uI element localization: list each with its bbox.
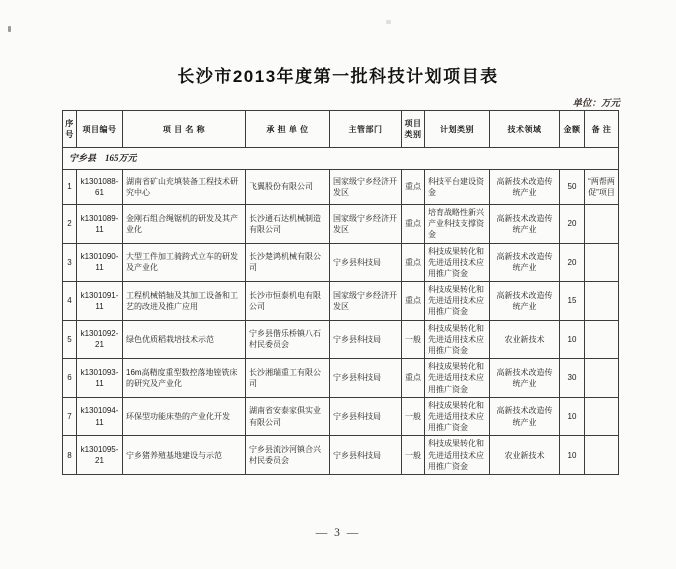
cell-code: k1301093-11 [77, 359, 123, 398]
cell-category: 重点 [402, 169, 425, 204]
cell-name: 宁乡猪养殖基地建设与示范 [123, 436, 246, 475]
col-header-code: 项目编号 [77, 111, 123, 148]
cell-seq: 2 [63, 204, 77, 243]
cell-undertaker: 长沙湘瑞重工有限公司 [246, 359, 330, 398]
cell-department: 宁乡县科技局 [330, 397, 402, 436]
cell-remark [585, 359, 619, 398]
cell-seq: 1 [63, 169, 77, 204]
cell-tech-field: 高新技术改造传统产业 [490, 243, 560, 282]
cell-name: 环保型功能床垫的产业化开发 [123, 397, 246, 436]
page-title: 长沙市2013年度第一批科技计划项目表 [177, 67, 499, 86]
cell-plan-type: 科技成果转化和先进适用技术应用推广资金 [425, 359, 490, 398]
cell-department: 国家级宁乡经济开发区 [330, 204, 402, 243]
cell-plan-type: 科技成果转化和先进适用技术应用推广资金 [425, 282, 490, 321]
cell-undertaker: 飞翼股份有限公司 [246, 169, 330, 204]
cell-department: 宁乡县科技局 [330, 243, 402, 282]
cell-remark [585, 320, 619, 359]
table-row [63, 320, 619, 359]
cell-tech-field: 高新技术改造传统产业 [490, 169, 560, 204]
cell-category: 重点 [402, 243, 425, 282]
cell-undertaker: 宁乡县流沙河镇合兴村民委员会 [246, 436, 330, 475]
cell-department: 宁乡县科技局 [330, 359, 402, 398]
cell-plan-type: 科技成果转化和先进适用技术应用推广资金 [425, 320, 490, 359]
cell-seq: 7 [63, 397, 77, 436]
projects-table [62, 110, 619, 475]
cell-remark [585, 204, 619, 243]
cell-amount: 10 [560, 397, 585, 436]
cell-tech-field: 高新技术改造传统产业 [490, 204, 560, 243]
cell-name: 16m高精度重型数控落地镗铣床的研究及产业化 [123, 359, 246, 398]
cell-name: 绿色优质稻栽培技术示范 [123, 320, 246, 359]
col-header-seq: 序号 [63, 111, 77, 148]
cell-code: k1301090-11 [77, 243, 123, 282]
cell-department: 国家级宁乡经济开发区 [330, 169, 402, 204]
scan-artifact [8, 26, 11, 32]
cell-amount: 50 [560, 169, 585, 204]
cell-tech-field: 农业新技术 [490, 436, 560, 475]
cell-amount: 10 [560, 436, 585, 475]
cell-undertaker: 长沙通石达机械制造有限公司 [246, 204, 330, 243]
scan-artifact [386, 20, 391, 24]
cell-department: 宁乡县科技局 [330, 320, 402, 359]
cell-category: 一般 [402, 397, 425, 436]
col-header-plan-type: 计划类别 [425, 111, 490, 148]
col-header-remark: 备 注 [585, 111, 619, 148]
cell-category: 一般 [402, 320, 425, 359]
cell-tech-field: 高新技术改造传统产业 [490, 282, 560, 321]
cell-seq: 5 [63, 320, 77, 359]
table-row [63, 243, 619, 282]
cell-undertaker: 长沙楚鸿机械有限公司 [246, 243, 330, 282]
cell-undertaker: 宁乡县偕乐桥镇八石村民委员会 [246, 320, 330, 359]
cell-plan-type: 科技成果转化和先进适用技术应用推广资金 [425, 397, 490, 436]
col-header-department: 主管部门 [330, 111, 402, 148]
cell-amount: 15 [560, 282, 585, 321]
cell-tech-field: 高新技术改造传统产业 [490, 397, 560, 436]
cell-name: 工程机械销轴及其加工设备和工艺的改进及推广应用 [123, 282, 246, 321]
cell-plan-type: 科技平台建设资金 [425, 169, 490, 204]
table-row [63, 282, 619, 321]
table-row [63, 204, 619, 243]
col-header-category: 项目类别 [402, 111, 425, 148]
cell-remark: “两帮两促”项目 [585, 169, 619, 204]
cell-remark [585, 436, 619, 475]
page-number: — 3 — [315, 527, 361, 539]
cell-seq: 6 [63, 359, 77, 398]
table-row [63, 169, 619, 204]
cell-amount: 20 [560, 204, 585, 243]
cell-undertaker: 长沙市恒泰机电有限公司 [246, 282, 330, 321]
cell-plan-type: 科技成果转化和先进适用技术应用推广资金 [425, 436, 490, 475]
col-header-amount: 金额 [560, 111, 585, 148]
cell-department: 国家级宁乡经济开发区 [330, 282, 402, 321]
cell-undertaker: 湖南省安泰家俱实业有限公司 [246, 397, 330, 436]
cell-remark [585, 243, 619, 282]
cell-code: k1301095-21 [77, 436, 123, 475]
cell-remark [585, 397, 619, 436]
cell-name: 湖南省矿山充填装备工程技术研究中心 [123, 169, 246, 204]
cell-category: 重点 [402, 282, 425, 321]
header-row [63, 111, 619, 148]
cell-seq: 3 [63, 243, 77, 282]
cell-tech-field: 农业新技术 [490, 320, 560, 359]
group-row [63, 148, 619, 170]
unit-note: 单位：万元 [572, 99, 620, 109]
col-header-name: 项 目 名 称 [123, 111, 246, 148]
cell-code: k1301094-11 [77, 397, 123, 436]
table-row [63, 436, 619, 475]
cell-plan-type: 科技成果转化和先进适用技术应用推广资金 [425, 243, 490, 282]
cell-amount: 20 [560, 243, 585, 282]
col-header-tech-field: 技术领域 [490, 111, 560, 148]
cell-tech-field: 高新技术改造传统产业 [490, 359, 560, 398]
cell-department: 宁乡县科技局 [330, 436, 402, 475]
cell-category: 一般 [402, 436, 425, 475]
cell-seq: 4 [63, 282, 77, 321]
cell-code: k1301091-11 [77, 282, 123, 321]
cell-code: k1301092-21 [77, 320, 123, 359]
table-row [63, 397, 619, 436]
cell-amount: 10 [560, 320, 585, 359]
col-header-undertaker: 承 担 单 位 [246, 111, 330, 148]
cell-plan-type: 培育战略性新兴产业科技支撑资金 [425, 204, 490, 243]
cell-code: k1301089-11 [77, 204, 123, 243]
group-label: 宁乡县 165万元 [63, 148, 619, 170]
cell-code: k1301088-61 [77, 169, 123, 204]
cell-category: 重点 [402, 204, 425, 243]
cell-name: 大型工件加工骑跨式立车的研发及产业化 [123, 243, 246, 282]
cell-name: 金刚石组合绳锯机的研发及其产业化 [123, 204, 246, 243]
cell-remark [585, 282, 619, 321]
cell-amount: 30 [560, 359, 585, 398]
table-row [63, 359, 619, 398]
cell-seq: 8 [63, 436, 77, 475]
cell-category: 重点 [402, 359, 425, 398]
